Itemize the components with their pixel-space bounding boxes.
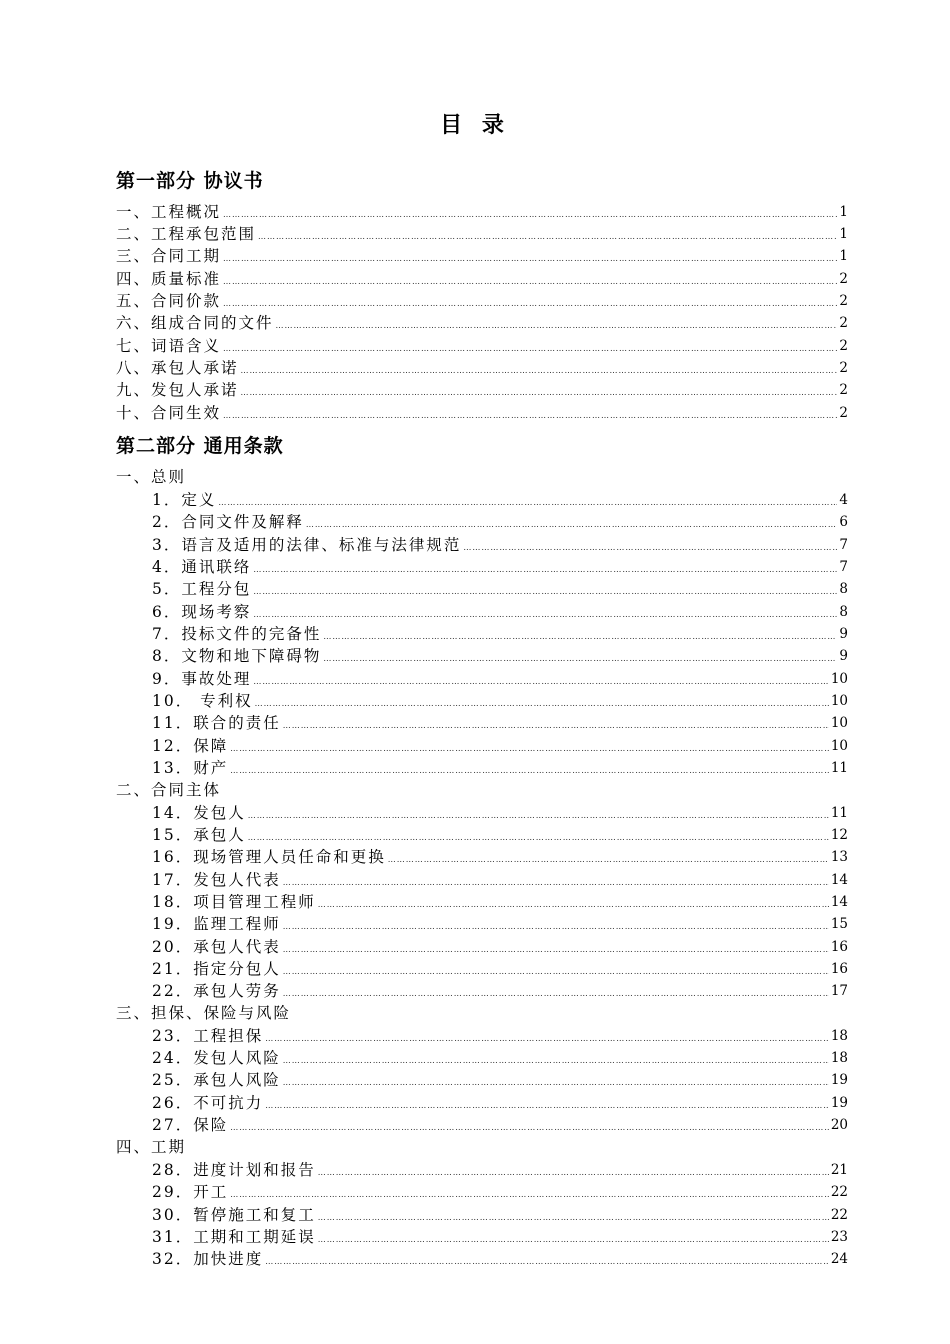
leader-dots [248, 802, 829, 824]
toc-entry[interactable]: 20．承包人代表 ………………………………………………………………………………………………………………………………………………………………………………………………………………………………………………………………………………… 16 [152, 936, 848, 958]
leader-dots [253, 578, 837, 600]
leader-dots [223, 245, 837, 267]
leader-dots [248, 824, 829, 846]
leader-dots [230, 757, 829, 779]
toc-entry[interactable]: 6．现场考察 ………………………………………………………………………………………………………………………………………………………………………………………………………………………………………………………………………………… 8 [152, 601, 848, 623]
leader-dots [241, 379, 838, 401]
toc-entry[interactable]: 十、合同生效 ………………………………………………………………………………………………………………………………………………………………………………………………………………………………………………………………………………… 2 [116, 402, 848, 424]
leader-dots [241, 357, 838, 379]
toc-entry[interactable]: 22．承包人劳务 ………………………………………………………………………………………………………………………………………………………………………………………………………………………………………………………………………………… 17 [152, 980, 848, 1002]
leader-dots [230, 1114, 829, 1136]
leader-dots [318, 1204, 829, 1226]
toc-entry[interactable]: 11．联合的责任 ………………………………………………………………………………………………………………………………………………………………………………………………………………………………………………………………………………… 10 [152, 712, 848, 734]
leader-dots [255, 690, 829, 712]
section-heading: 四、工期 [116, 1138, 187, 1156]
leader-dots [318, 891, 829, 913]
toc-entry[interactable]: 15．承包人 ………………………………………………………………………………………………………………………………………………………………………………………………………………………………………………………………………………… 12 [152, 824, 848, 846]
section-heading: 三、担保、保险与风险 [116, 1004, 292, 1022]
toc-entry[interactable]: 28．进度计划和报告 ………………………………………………………………………………………………………………………………………………………………………………………………………………………………………………………………………………… 21 [152, 1159, 848, 1181]
leader-dots [230, 1181, 829, 1203]
toc-entry[interactable]: 17．发包人代表 ………………………………………………………………………………………………………………………………………………………………………………………………………………………………………………………………………………… 14 [152, 869, 848, 891]
leader-dots [463, 534, 837, 556]
toc-entry[interactable]: 七、词语含义 ………………………………………………………………………………………………………………………………………………………………………………………………………………………………………………………………………………… 2 [116, 335, 848, 357]
part2-title: 第二部分 通用条款 [116, 435, 284, 457]
part1-title: 第一部分 协议书 [116, 170, 264, 192]
leader-dots [265, 1248, 829, 1270]
leader-dots [306, 511, 838, 533]
toc-entry[interactable]: 4．通讯联络 ………………………………………………………………………………………………………………………………………………………………………………………………………………………………………………………………………………… 7 [152, 556, 848, 578]
leader-dots [223, 201, 837, 223]
toc-entry[interactable]: 26．不可抗力 ………………………………………………………………………………………………………………………………………………………………………………………………………………………………………………………………………………… 19 [152, 1092, 848, 1114]
page-title: 目 录 [440, 112, 510, 138]
leader-dots [283, 869, 829, 891]
section-heading: 一、总则 [116, 468, 187, 486]
leader-dots [223, 290, 837, 312]
toc-entry[interactable]: 3．语言及适用的法律、标准与法律规范 ………………………………………………………………………………………………………………………………………………………………………………………………………………………………………………………………………………… 7 [152, 534, 848, 556]
leader-dots [283, 958, 829, 980]
toc-entry[interactable]: 23．工程担保 ………………………………………………………………………………………………………………………………………………………………………………………………………………………………………………………………………………… 18 [152, 1025, 848, 1047]
leader-dots [283, 936, 829, 958]
leader-dots [283, 913, 829, 935]
toc-entry[interactable]: 三、合同工期 ………………………………………………………………………………………………………………………………………………………………………………………………………………………………………………………………………………… 1 [116, 245, 848, 267]
toc-entry[interactable]: 一、工程概况 ………………………………………………………………………………………………………………………………………………………………………………………………………………………………………………………………………………… 1 [116, 201, 848, 223]
leader-dots [283, 1047, 829, 1069]
toc-entry[interactable]: 27．保险 ………………………………………………………………………………………………………………………………………………………………………………………………………………………………………………………………………………… 20 [152, 1114, 848, 1136]
leader-dots [276, 312, 838, 334]
leader-dots [318, 1226, 829, 1248]
leader-dots [323, 645, 837, 667]
section-heading: 二、合同主体 [116, 781, 222, 799]
toc-entry[interactable]: 18．项目管理工程师 ………………………………………………………………………………………………………………………………………………………………………………………………………………………………………………………………………………… 14 [152, 891, 848, 913]
toc-entry[interactable]: 29．开工 ………………………………………………………………………………………………………………………………………………………………………………………………………………………………………………………………………………… 22 [152, 1181, 848, 1203]
toc-entry[interactable]: 14．发包人 ………………………………………………………………………………………………………………………………………………………………………………………………………………………………………………………………………………… 11 [152, 802, 848, 824]
toc-entry[interactable]: 2．合同文件及解释 ………………………………………………………………………………………………………………………………………………………………………………………………………………………………………………………………………………… 6 [152, 511, 848, 533]
toc-entry[interactable]: 21．指定分包人 ………………………………………………………………………………………………………………………………………………………………………………………………………………………………………………………………………………… 16 [152, 958, 848, 980]
toc-entry[interactable]: 二、工程承包范围 ………………………………………………………………………………………………………………………………………………………………………………………………………………………………………………………………………………… 1 [116, 223, 848, 245]
toc-entry[interactable]: 8．文物和地下障碍物 ………………………………………………………………………………………………………………………………………………………………………………………………………………………………………………………………………………… 9 [152, 645, 848, 667]
toc-entry[interactable]: 16．现场管理人员任命和更换 ………………………………………………………………………………………………………………………………………………………………………………………………………………………………………………………………………………… 13 [152, 846, 848, 868]
toc-entry[interactable]: 12．保障 ………………………………………………………………………………………………………………………………………………………………………………………………………………………………………………………………………………… 10 [152, 735, 848, 757]
leader-dots [265, 1092, 829, 1114]
leader-dots [223, 335, 837, 357]
leader-dots [253, 668, 828, 690]
leader-dots [283, 1069, 829, 1091]
toc-entry[interactable]: 30．暂停施工和复工 ………………………………………………………………………………………………………………………………………………………………………………………………………………………………………………………………………………… 22 [152, 1204, 848, 1226]
leader-dots [283, 980, 829, 1002]
toc-entry[interactable]: 九、发包人承诺 ………………………………………………………………………………………………………………………………………………………………………………………………………………………………………………………………………………… 2 [116, 379, 848, 401]
toc-entry[interactable]: 六、组成合同的文件 ………………………………………………………………………………………………………………………………………………………………………………………………………………………………………………………………………………… 2 [116, 312, 848, 334]
leader-dots [388, 846, 829, 868]
leader-dots [323, 623, 837, 645]
toc-entry[interactable]: 7．投标文件的完备性 ………………………………………………………………………………………………………………………………………………………………………………………………………………………………………………………………………………… 9 [152, 623, 848, 645]
toc-entry[interactable]: 1．定义 ………………………………………………………………………………………………………………………………………………………………………………………………………………………………………………………………………………… 4 [152, 489, 848, 511]
toc-entry[interactable]: 19．监理工程师 ………………………………………………………………………………………………………………………………………………………………………………………………………………………………………………………………………………… 15 [152, 913, 848, 935]
toc-entry[interactable]: 25．承包人风险 ………………………………………………………………………………………………………………………………………………………………………………………………………………………………………………………………………………… 19 [152, 1069, 848, 1091]
toc-entry[interactable]: 10． 专利权 ………………………………………………………………………………………………………………………………………………………………………………………………………………………………………………………………………………… 10 [152, 690, 848, 712]
toc-entry[interactable]: 24．发包人风险 ………………………………………………………………………………………………………………………………………………………………………………………………………………………………………………………………………………… 18 [152, 1047, 848, 1069]
toc-entry[interactable]: 13．财产 ………………………………………………………………………………………………………………………………………………………………………………………………………………………………………………………………………………… 11 [152, 757, 848, 779]
toc-entry[interactable]: 5．工程分包 ………………………………………………………………………………………………………………………………………………………………………………………………………………………………………………………………………………… 8 [152, 578, 848, 600]
leader-dots [253, 601, 837, 623]
toc-entry[interactable]: 32．加快进度 ………………………………………………………………………………………………………………………………………………………………………………………………………………………………………………………………………………… 24 [152, 1248, 848, 1270]
leader-dots [265, 1025, 829, 1047]
leader-dots [258, 223, 837, 245]
toc-entry[interactable]: 9．事故处理 ………………………………………………………………………………………………………………………………………………………………………………………………………………………………………………………………………………… 10 [152, 668, 848, 690]
toc-entry[interactable]: 31．工期和工期延误 ………………………………………………………………………………………………………………………………………………………………………………………………………………………………………………………………………………… 23 [152, 1226, 848, 1248]
leader-dots [253, 556, 837, 578]
leader-dots [283, 712, 829, 734]
leader-dots [218, 489, 837, 511]
leader-dots [230, 735, 829, 757]
leader-dots [318, 1159, 829, 1181]
leader-dots [223, 402, 837, 424]
leader-dots [223, 268, 837, 290]
toc-entry[interactable]: 八、承包人承诺 ………………………………………………………………………………………………………………………………………………………………………………………………………………………………………………………………………………… 2 [116, 357, 848, 379]
toc-entry[interactable]: 四、质量标准 ………………………………………………………………………………………………………………………………………………………………………………………………………………………………………………………………………………… 2 [116, 268, 848, 290]
toc-entry[interactable]: 五、合同价款 ………………………………………………………………………………………………………………………………………………………………………………………………………………………………………………………………………………… 2 [116, 290, 848, 312]
